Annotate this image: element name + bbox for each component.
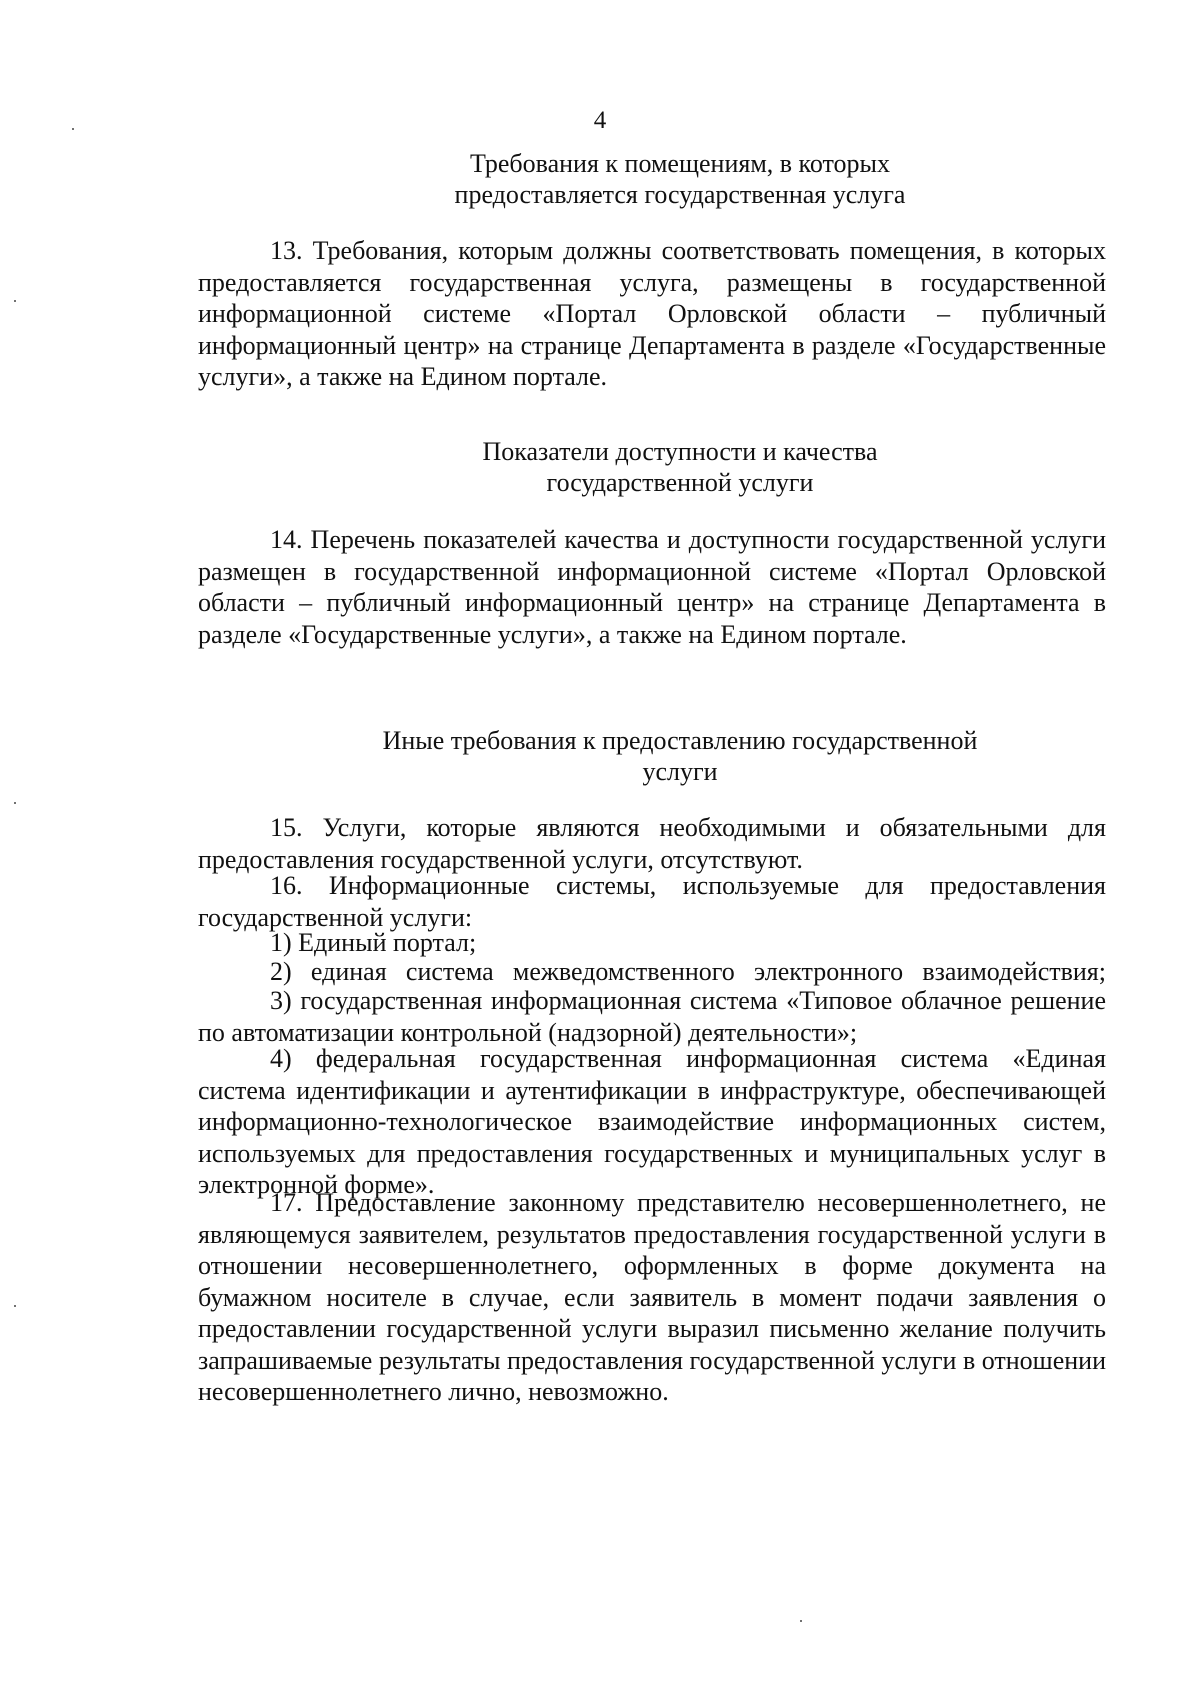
list-item-3: 3) государственная информационная система «Типовое облачное решение по автоматизации контрольной (надзорной) деятельности»; bbox=[198, 986, 1106, 1047]
section-heading-quality bbox=[300, 436, 1060, 498]
scan-speck bbox=[72, 128, 74, 130]
page-number: 4 bbox=[593, 107, 607, 134]
heading-line: Иные требования к предоставлению государственной bbox=[382, 726, 978, 755]
paragraph-14: 14. Перечень показателей качества и доступности государственной услуги размещен в государственной информационной системе «Портал Орловской области – публичный информационный центр» на странице Департамента в разделе «Государственные услуги», а также на Едином портале. bbox=[198, 525, 1106, 649]
list-item-2: 2) единая система межведомственного электронного взаимодействия; bbox=[270, 957, 1106, 986]
paragraph-17: 17. Предоставление законному представителю несовершеннолетнего, не являющемуся заявителем, результатов предоставления государственной услуги в отношении несовершеннолетнего, оформленных в форме документа на бумажном носителе в случае, если заявитель в момент подачи заявления о предоставлении государственной услуги выразил письменно желание получить запрашиваемые результаты предоставления государственной услуги в отношении несовершеннолетнего лично, невозможно. bbox=[198, 1188, 1106, 1406]
list-item-4: 4) федеральная государственная информационная система «Единая система идентификации и аутентификации в инфраструктуре, обеспечивающей информационно-технологическое взаимодействие информационных систем, используемых для предоставления государственных и муниципальных услуг в электронной форме». bbox=[198, 1044, 1106, 1199]
heading-line: Показатели доступности и качества bbox=[482, 437, 878, 466]
scan-speck bbox=[14, 802, 16, 804]
paragraph-13: 13. Требования, которым должны соответствовать помещения, в которых предоставляется государственная услуга, размещены в государственной информационной системе «Портал Орловской области – публичный информационный центр» на странице Департамента в разделе «Государственные услуги», а также на Едином портале. bbox=[198, 236, 1106, 391]
heading-line: Требования к помещениям, в которых bbox=[470, 149, 890, 178]
scan-speck bbox=[800, 1620, 802, 1622]
heading-line: государственной услуги bbox=[546, 468, 814, 497]
paragraph-16: 16. Информационные системы, используемые для предоставления государственной услуги: bbox=[198, 871, 1106, 932]
list-item-1: 1) Единый портал; bbox=[270, 928, 477, 957]
heading-line: услуги bbox=[642, 757, 718, 786]
paragraph-15: 15. Услуги, которые являются необходимыми и обязательными для предоставления государственной услуги, отсутствуют. bbox=[198, 813, 1106, 874]
section-heading-other-requirements bbox=[300, 725, 1060, 787]
scan-speck bbox=[14, 1305, 16, 1307]
heading-line: предоставляется государственная услуга bbox=[454, 180, 906, 209]
section-heading-premises bbox=[300, 148, 1060, 210]
scan-speck bbox=[14, 300, 16, 302]
